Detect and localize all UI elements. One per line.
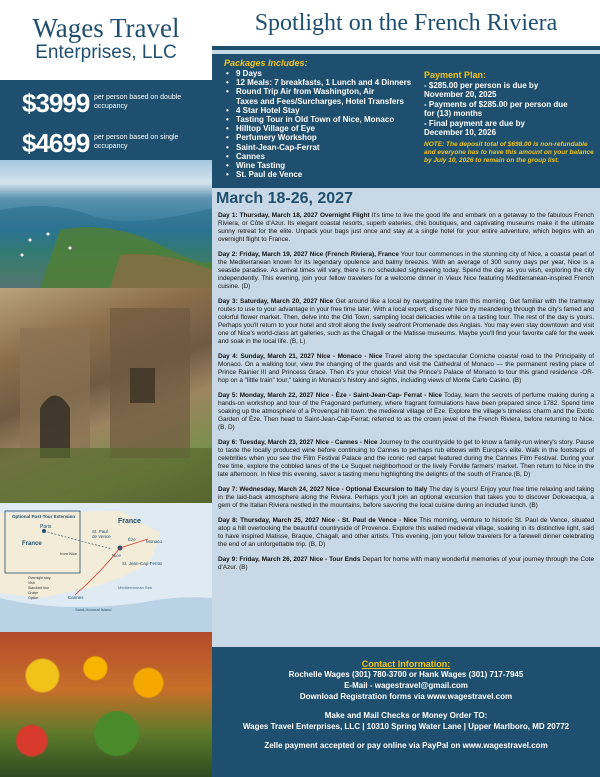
payment-line: - $285.00 per person is due by: [424, 81, 539, 90]
package-item: • Cannes: [224, 152, 429, 161]
day-heading: Day 2: Friday, March 19, 2027 Nice (French Riviera), France: [218, 251, 399, 258]
payment-plan: [424, 70, 594, 188]
package-item: • Round Trip Air from Washington, Air: [224, 87, 429, 96]
payment-note: NOTE: The deposit total of $698.00 is non-refundable and everyone has to have this amount on your balance by July 10, 2026 to remain on the group list.: [424, 141, 594, 165]
map-label-st-honorat: Saint-Honorat Island: [75, 607, 112, 612]
package-item: Taxes and Fees/Surcharges, Hotel Transfers: [236, 96, 404, 106]
package-item: • 12 Meals: 7 breakfasts, 1 Lunch and 4 Dinners: [224, 78, 429, 87]
title-bar: [212, 0, 600, 50]
map-label-nice: Nice: [112, 553, 122, 558]
riviera-coast-photo: [0, 160, 212, 288]
brand-logo: [0, 0, 212, 80]
itinerary-day: [218, 439, 594, 479]
day-heading: Day 1: Thursday, March 18, 2027 Overnight Flight: [218, 212, 370, 219]
legend-item: Option: [28, 596, 39, 600]
itinerary-day: [218, 392, 594, 432]
map-label-eze: Èze: [128, 537, 136, 542]
package-item: • St. Paul de Vence: [224, 170, 429, 179]
contact-panel: [212, 647, 600, 777]
package-item: • Perfumery Workshop: [224, 133, 429, 142]
map-label-from-nice: from Nice: [60, 551, 78, 556]
itinerary-day: [218, 556, 594, 572]
day-heading: Day 8: Thursday, March 25, 2027 Nice - St. Paul de Vence - Nice: [218, 517, 417, 524]
right-column: [212, 0, 600, 777]
date-heading: March 18-26, 2027: [216, 190, 353, 207]
day-body: Today, learn the secrets of perfume making during a hands-on workshop and tour of the Fragonard perfumery, where fragrant formulations have been prepared since 1782. Spend time soaking up the atmosphere of a Provençal hill town: the medieval village of Èze. Explore the village's timeless charm and the Exotic Garden of Èze. Then head to Saint-Jean-Cap-Ferrat, referred to as the crown jewel of the French Riviera, before returning to Nice. (B, D): [218, 392, 594, 431]
left-column: [0, 0, 212, 777]
package-item: • 9 Days: [224, 69, 429, 78]
day-heading: Day 6: Tuesday, March 23, 2027 Nice - Cannes - Nice: [218, 439, 378, 446]
legend-item: Visit: [28, 581, 35, 585]
day-body: This morning, venture to historic St. Paul de Vence, situated atop a hill overlooking the beautiful countryside of Provence. Explore this walled medieval village, soaking in its distinctive light, said to have inspired Matisse, Braque, Chagall, and other artists. This evening, join your fellow travelers for a farewell dinner celebrating the end of an unforgettable trip. (B, D): [218, 517, 594, 548]
package-item: • Tasting Tour in Old Town of Nice, Monaco: [224, 115, 429, 124]
package-item: • Hilltop Village of Eye: [224, 124, 429, 133]
itinerary-day: [218, 517, 594, 549]
hilltop-village-photo: [0, 288, 212, 503]
package-panel: [212, 54, 600, 188]
map-label-cannes: Cannes: [68, 595, 84, 600]
contact-email: E-Mail - wagestravel@gmail.com: [344, 681, 468, 690]
package-item: • 4 Star Hotel Stay: [224, 106, 429, 115]
flower-market-photo: [0, 632, 212, 777]
map-box-label: Optional Post-Tour Extension: [12, 514, 76, 519]
legend-item: Overnight stay: [28, 576, 51, 580]
day-body: Depart for home with many wonderful memories of your journey through the Cote d'Azur. (B): [218, 556, 595, 571]
brand-name: Wages Travel: [32, 13, 180, 43]
mailing-address: Wages Travel Enterprises, LLC | 10310 Spring Water Lane | Upper Marlboro, MD 20772: [242, 722, 570, 731]
day-body: Your tour commences in the stunning city of Nice, a coastal pearl of the Mediterranean known for its legendary opulence and balmy breezes. With an average of 300 sunny days per year, Nice is a seaside paradise. As arrival times will vary, there is no scheduled sightseeing today. Spend the day as you wish, exploring the city independently. This evening, join your fellow travelers for a welcome dinner in Vieux Nice featuring Mediterranean-inspired French cuisine. (D): [218, 251, 594, 290]
payment-line: for (13) months: [424, 109, 483, 119]
legend-item: Standard tour: [28, 586, 50, 590]
contact-heading: Contact Information:: [361, 659, 451, 669]
itinerary-day: [218, 212, 594, 244]
package-item: • Saint-Jean-Cap-Ferrat: [224, 143, 429, 152]
itinerary-day: [218, 298, 594, 346]
price-amount: $3999: [22, 88, 90, 118]
itinerary: [218, 212, 594, 579]
payment-line: - Payments of $285.00 per person due: [424, 99, 568, 109]
map-label-st-paul: St. Paul: [92, 529, 108, 534]
map-label-france-small: France: [22, 541, 42, 547]
price-description: per person based on single occupancy: [94, 134, 179, 150]
itinerary-day: [218, 486, 594, 510]
price-double: [22, 88, 207, 128]
payment-line: December 10, 2026: [424, 128, 497, 138]
map-label-med-sea: Mediterranean Sea: [118, 585, 153, 590]
zelle-note: Zelle payment accepted or pay online via PayPal on www.wagestravel.com: [264, 741, 548, 750]
day-body: Journey to the countryside to get to know a family-run winery's story. Pause to taste the locally produced wine before continuing to Cannes to perhaps rub elbows with Europe's elite. Walk in the footsteps of celebrities when you see the Film Festival Palace and the iconic red carpet featured during the Cannes Film Festival. During your free time, explore the cobbled lanes of the Le Suquet neighborhood or the lively Forville farmers' market. Then return to Nice in the late afternoon. In Nice this evening, savor a tasting menu highlighting the delights of the south of France.(B, D): [218, 439, 594, 478]
day-body: Travel along the spectacular Corniche coastal road to the Principality of Monaco. On a walking tour, view the changing of the guards and visit the Cathedral of Monaco — the permanent resting place of Prince Rainier III and Princess Grace. Then it's your choice! Visit the Prince's Palace of Monaco to tour this grand residence -OR- hop on a "little train" tour," taking in Monaco's history and sights, including views of Monte Carlo Casino. (B): [218, 353, 594, 384]
package-list: [224, 58, 429, 179]
page-title: Spotlight on the French Riviera: [254, 10, 558, 36]
map-label-de-vence: de Vence: [92, 534, 111, 539]
day-heading: Day 7: Wednesday, March 24, 2027 Nice - Optional Excursion to Italy: [218, 486, 428, 493]
itinerary-day: [218, 251, 594, 291]
day-heading: Day 9: Friday, March 26, 2027 Nice - Tour Ends: [218, 556, 361, 563]
price-description: per person based on double occupancy: [94, 94, 182, 110]
checks-heading: Make and Mail Checks or Money Order TO:: [324, 711, 488, 720]
payment-line: - Final payment are due by: [424, 118, 525, 128]
contact-phones: Rochelle Wages (301) 780-3700 or Hank Wages (301) 717-7945: [288, 670, 524, 679]
map-label-monaco: Monaco: [146, 539, 163, 544]
payment-heading: Payment Plan:: [424, 70, 487, 80]
brand-subname: Enterprises, LLC: [35, 42, 177, 63]
day-body: Get around like a local by navigating the tram this morning. Get familiar with the tramway routes to use to your advantage in your free time later. With a local expert, discover Nice by meandering through the city's famed and colorful flower market. Then, delve into the Old Town, sampling local delicacies while on a tasting tour. The rest of the day is yours. Perhaps you'll return to your hotel and stroll along the lively seafront Promenade des Anglais. You may even stay downtown and visit one of Nice's world-class art galleries, such as the Chagall or the Matisse museums. Maybe you'll find your favorite café for the week and soak in the local life. (B, L): [218, 298, 594, 345]
itinerary-day: [218, 353, 594, 385]
route-map: [0, 503, 212, 632]
package-heading: Packages Includes:: [224, 58, 308, 68]
package-item: • Wine Tasting: [224, 161, 429, 170]
payment-line: November 20, 2025: [424, 90, 497, 100]
day-heading: Day 5: Monday, March 22, 2027 Nice - Èze - Saint-Jean-Cap- Ferrat - Nice: [218, 392, 442, 399]
price-amount: $4699: [22, 128, 90, 158]
map-label-st-jean: St. Jean-Cap-Ferrat: [122, 561, 162, 566]
day-heading: Day 3: Saturday, March 20, 2027 Nice: [218, 298, 334, 305]
legend-item: Cruise: [28, 591, 39, 595]
day-body: The day is yours! Enjoy your free time relaxing and taking in the laid-back atmosphere along the Riviera. Perhaps you'll join an optional excursion that takes you to discover Dolceacqua, a gem of the Italian Riviera nestled in the mountains, before savoring the local cuisine during an included lunch. (B): [218, 486, 594, 509]
map-label-france-big: France: [118, 518, 141, 525]
contact-download: Download Registration forms via www.wagestravel.com: [299, 692, 513, 701]
map-label-paris: Paris: [40, 524, 52, 530]
day-body: It's time to live the good life and embark on a getaway to the fabulous French Riviera, or Côte d'Azur. Its elegant coastal resorts, superb eateries, chic boutiques, and captivating museums make it the ultimate sunny retreat for the elite. Unpack your bags just once and stay at a single hotel for your entire adventure, which begins with an overnight flight to France.: [218, 212, 594, 243]
day-heading: Day 4: Sunday, March 21, 2027 Nice - Monaco - Nice: [218, 353, 383, 360]
